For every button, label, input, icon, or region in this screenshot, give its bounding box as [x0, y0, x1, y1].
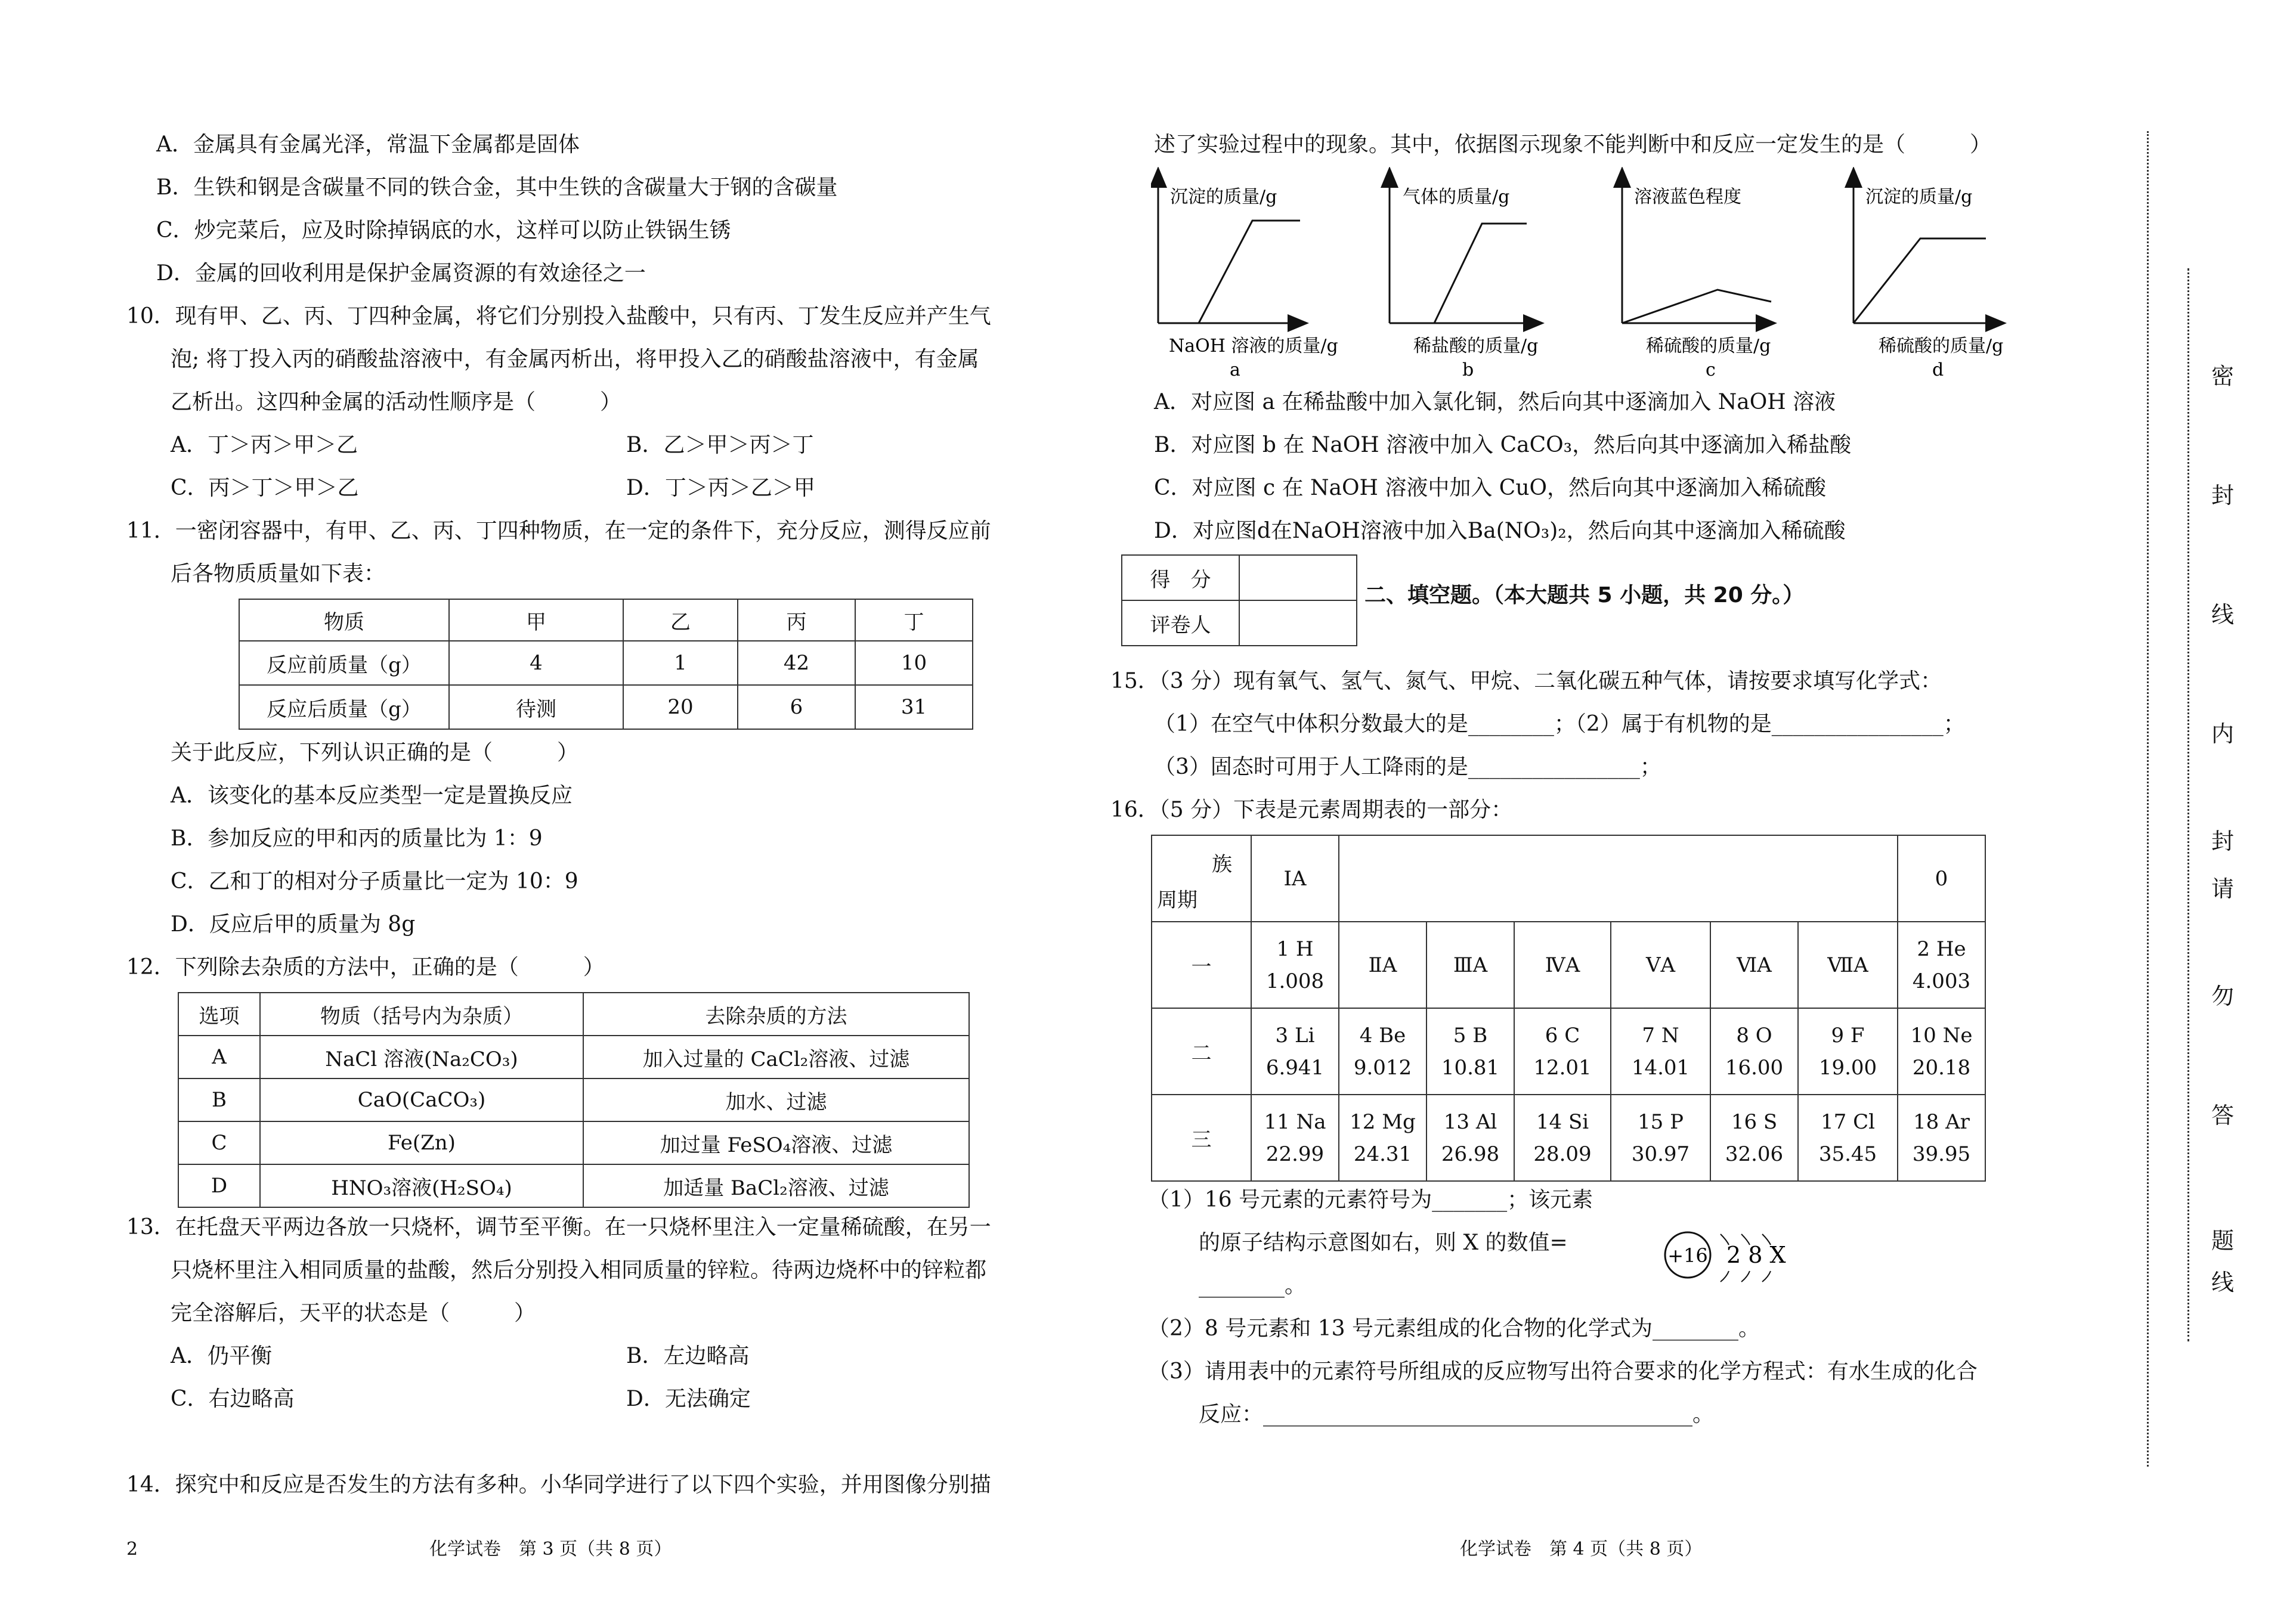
section-title: 二、填空题。（本大题共 5 小题，共 20 分。）	[1364, 583, 1805, 608]
element-mass: 6.941	[1265, 1055, 1325, 1080]
table-cell: 加适量 BaCl₂溶液、过滤	[583, 1164, 969, 1207]
seal-char: 线	[2211, 1269, 2235, 1296]
element-mass: 20.18	[1912, 1055, 1971, 1080]
element-symbol: 5 B	[1453, 1023, 1488, 1047]
q15-stem: 15．（3 分）现有氧气、氢气、氮气、甲烷、二氧化碳五种气体，请按要求填写化学式：	[1110, 669, 1942, 693]
q10-option-c: C．丙＞丁＞甲＞乙	[171, 476, 359, 500]
graph-b	[1390, 175, 1538, 380]
element-cell	[1710, 1095, 1798, 1181]
element-symbol: 8 O	[1736, 1023, 1772, 1047]
seal-char: 封	[2211, 482, 2235, 509]
element-cell	[1710, 1008, 1798, 1095]
table-header: 丙	[738, 599, 855, 641]
q13-option-d: D．无法确定	[626, 1387, 751, 1411]
corner-cell	[1152, 835, 1251, 922]
group-header: IA	[1251, 835, 1339, 922]
element-symbol: 15 P	[1638, 1109, 1684, 1134]
table-cell: 反应前质量（g）	[239, 641, 449, 685]
element-mass: 12.01	[1533, 1055, 1592, 1080]
group-header-empty	[1339, 835, 1898, 922]
group-header: ⅦA	[1798, 922, 1898, 1008]
seal-char: 内	[2211, 721, 2235, 747]
q13-stem-2: 只烧杯里注入相同质量的盐酸，然后分别投入相同质量的锌粒。待两边烧杯中的锌粒都	[171, 1258, 987, 1282]
atom-structure-diagram	[1658, 1216, 1807, 1294]
seal-char: 请	[2211, 876, 2235, 902]
period-label: 三	[1152, 1095, 1251, 1181]
graph-a-tag: a	[1230, 359, 1240, 380]
q16-sub1-line1: （1）16 号元素的元素符号为_______；该元素	[1148, 1188, 1593, 1212]
element-mass: 35.45	[1818, 1142, 1877, 1166]
q14-option-c: C．对应图 c 在 NaOH 溶液中加入 CuO，然后向其中逐滴加入稀硫酸	[1154, 476, 1827, 500]
table-cell: 6	[738, 685, 855, 729]
element-mass: 22.99	[1265, 1142, 1325, 1166]
q14-option-b: B．对应图 b 在 NaOH 溶液中加入 CaCO₃，然后向其中逐滴加入稀盐酸	[1154, 433, 1852, 457]
q15-line-1: （1）在空气中体积分数最大的是________；（2）属于有机物的是________________；	[1154, 712, 1965, 736]
graph-a-xlabel: NaOH 溶液的质量/g	[1169, 336, 1338, 357]
graph-c-tag: c	[1706, 359, 1716, 380]
seal-char: 线	[2211, 602, 2235, 628]
q13-option-b: B．左边略高	[626, 1344, 750, 1368]
element-symbol: 1 H	[1276, 937, 1314, 961]
periodic-table	[1151, 835, 1986, 1182]
seal-char: 勿	[2211, 983, 2235, 1009]
element-cell	[1611, 1095, 1710, 1181]
group-header: ⅤA	[1611, 922, 1710, 1008]
element-cell	[1798, 1008, 1898, 1095]
graph-d-tag: d	[1932, 359, 1944, 380]
footer-right: 化学试卷 第 4 页（共 8 页）	[1460, 1539, 1703, 1560]
q9-option-d: D．金属的回收利用是保护金属资源的有效途径之一	[156, 261, 646, 286]
q11-mass-table	[239, 599, 973, 730]
element-cell	[1898, 1095, 1985, 1181]
table-cell: 加过量 FeSO₄溶液、过滤	[583, 1121, 969, 1164]
q14-option-a: A．对应图 a 在稀盐酸中加入氯化铜，然后向其中逐滴加入 NaOH 溶液	[1154, 390, 1836, 414]
nucleus-charge: +16	[1667, 1244, 1708, 1267]
table-cell: 1	[623, 641, 738, 685]
q14-option-d: D．对应图d在NaOH溶液中加入Ba(NO₃)₂，然后向其中逐滴加入稀硫酸	[1154, 519, 1846, 543]
q9-option-c: C．炒完菜后，应及时除掉锅底的水，这样可以防止铁锅生锈	[156, 218, 731, 243]
element-mass: 16.00	[1725, 1055, 1784, 1080]
element-cell	[1798, 1095, 1898, 1181]
seal-char: 答	[2211, 1102, 2235, 1129]
graph-c-xlabel: 稀硫酸的质量/g	[1646, 336, 1771, 357]
period-label: 二	[1152, 1008, 1251, 1095]
element-mass: 14.01	[1631, 1055, 1690, 1080]
electron-shells: 2 8 X	[1726, 1242, 1786, 1268]
table-cell: 4	[449, 641, 623, 685]
q14-stem-1: 14．探究中和反应是否发生的方法有多种。小华同学进行了以下四个实验，并用图像分别描	[126, 1473, 991, 1497]
q11-option-b: B．参加反应的甲和丙的质量比为 1：9	[171, 826, 543, 851]
page-number: 2	[126, 1539, 138, 1560]
graph-b-xlabel: 稀盐酸的质量/g	[1413, 336, 1539, 357]
q16-sub2: （2）8 号元素和 13 号元素组成的化合物的化学式为________。	[1148, 1316, 1760, 1341]
table-cell: D	[178, 1164, 260, 1207]
element-mass: 9.012	[1353, 1055, 1412, 1080]
table-cell: 42	[738, 641, 855, 685]
element-cell	[1514, 1095, 1611, 1181]
group-header: ⅢA	[1427, 922, 1514, 1008]
group-header: ⅥA	[1710, 922, 1798, 1008]
element-cell	[1251, 922, 1339, 1008]
corner-period-label: 周期	[1157, 888, 1197, 912]
q14-graphs	[1151, 167, 2034, 388]
q12-impurity-table	[178, 992, 970, 1208]
table-cell: Fe(Zn)	[260, 1121, 583, 1164]
element-symbol: 11 Na	[1264, 1109, 1326, 1134]
element-symbol: 6 C	[1545, 1023, 1580, 1047]
table-header: 选项	[178, 993, 260, 1036]
graph-a	[1158, 175, 1338, 380]
table-cell: 31	[855, 685, 973, 729]
graph-b-tag: b	[1462, 359, 1474, 380]
element-symbol: 2 He	[1917, 937, 1966, 961]
q11-option-a: A．该变化的基本反应类型一定是置换反应	[171, 783, 573, 808]
element-mass: 24.31	[1353, 1142, 1412, 1166]
seal-dotted-line-inner	[2187, 268, 2189, 1341]
q10-stem-3: 乙析出。这四种金属的活动性顺序是（ ）	[171, 390, 622, 414]
element-mass: 4.003	[1912, 969, 1971, 993]
q9-option-b: B．生铁和钢是含碳量不同的铁合金，其中生铁的含碳量大于钢的含碳量	[156, 175, 838, 200]
element-cell	[1427, 1008, 1514, 1095]
element-cell	[1898, 1008, 1985, 1095]
element-cell	[1251, 1095, 1339, 1181]
q11-option-d: D．反应后甲的质量为 8g	[171, 912, 416, 937]
table-cell: 待测	[449, 685, 623, 729]
q11-option-c: C．乙和丁的相对分子质量比一定为 10：9	[171, 869, 578, 894]
element-mass: 28.09	[1533, 1142, 1592, 1166]
corner-group-label: 族	[1212, 853, 1232, 876]
seal-dotted-line	[2147, 131, 2149, 1467]
element-symbol: 16 S	[1731, 1109, 1778, 1134]
q10-option-d: D．丁＞丙＞乙＞甲	[626, 476, 815, 500]
graph-c	[1622, 175, 1771, 380]
grader-label: 评卷人	[1122, 600, 1239, 646]
table-cell: 加水、过滤	[583, 1078, 969, 1121]
q16-sub1-line2: 的原子结构示意图如右，则 X 的数值=	[1199, 1231, 1568, 1255]
table-cell: C	[178, 1121, 260, 1164]
element-mass: 19.00	[1818, 1055, 1877, 1080]
graph-a-ylabel: 沉淀的质量/g	[1170, 187, 1277, 207]
q10-stem-2: 泡; 将丁投入丙的硝酸盐溶液中，有金属丙析出，将甲投入乙的硝酸盐溶液中，有金属	[171, 347, 979, 371]
table-cell: 反应后质量（g）	[239, 685, 449, 729]
q10-option-a: A．丁＞丙＞甲＞乙	[171, 433, 358, 457]
table-header: 甲	[449, 599, 623, 641]
score-value	[1239, 555, 1357, 600]
seal-char: 题	[2211, 1228, 2235, 1254]
graph-c-ylabel: 溶液蓝色程度	[1634, 187, 1741, 207]
table-cell: 加入过量的 CaCl₂溶液、过滤	[583, 1036, 969, 1078]
table-header: 乙	[623, 599, 738, 641]
grader-value	[1239, 600, 1357, 646]
table-cell: CaO(CaCO₃)	[260, 1078, 583, 1121]
score-label: 得 分	[1122, 555, 1239, 600]
element-symbol: 12 Mg	[1350, 1109, 1416, 1134]
graph-d	[1853, 175, 2003, 380]
group-header: ⅡA	[1339, 922, 1427, 1008]
q9-option-a: A．金属具有金属光泽，常温下金属都是固体	[156, 132, 580, 157]
period-label: 一	[1152, 922, 1251, 1008]
table-cell: 10	[855, 641, 973, 685]
graph-d-xlabel: 稀硫酸的质量/g	[1879, 336, 2004, 357]
group-header: 0	[1898, 835, 1985, 922]
table-header: 物质（括号内为杂质）	[260, 993, 583, 1036]
q11-stem-3: 关于此反应，下列认识正确的是（ ）	[171, 740, 579, 765]
element-symbol: 17 Cl	[1821, 1109, 1875, 1134]
q12-stem: 12．下列除去杂质的方法中，正确的是（ ）	[126, 955, 605, 980]
element-cell	[1427, 1095, 1514, 1181]
q13-stem-3: 完全溶解后，天平的状态是（ ）	[171, 1301, 536, 1325]
element-cell	[1251, 1008, 1339, 1095]
table-cell: 20	[623, 685, 738, 729]
element-mass: 10.81	[1441, 1055, 1500, 1080]
table-cell: NaCl 溶液(Na₂CO₃)	[260, 1036, 583, 1078]
table-header: 物质	[239, 599, 449, 641]
element-mass: 1.008	[1265, 969, 1325, 993]
q16-stem: 16．（5 分）下表是元素周期表的一部分：	[1110, 798, 1513, 822]
table-cell: B	[178, 1078, 260, 1121]
q11-stem-2: 后各物质质量如下表：	[171, 562, 386, 586]
element-symbol: 3 Li	[1275, 1023, 1315, 1047]
element-symbol: 13 Al	[1443, 1109, 1497, 1134]
q16-sub1-line3: ________。	[1199, 1273, 1307, 1298]
element-mass: 26.98	[1441, 1142, 1500, 1166]
element-cell	[1898, 922, 1985, 1008]
q13-option-a: A．仍平衡	[171, 1344, 272, 1368]
q10-stem-1: 10．现有甲、乙、丙、丁四种金属，将它们分别投入盐酸中，只有丙、丁发生反应并产生气	[126, 304, 991, 328]
graph-d-ylabel: 沉淀的质量/g	[1865, 187, 1973, 207]
table-cell: A	[178, 1036, 260, 1078]
graph-b-ylabel: 气体的质量/g	[1403, 187, 1510, 207]
element-mass: 39.95	[1912, 1142, 1971, 1166]
element-symbol: 10 Ne	[1910, 1023, 1973, 1047]
q11-stem-1: 11．一密闭容器中，有甲、乙、丙、丁四种物质，在一定的条件下，充分反应，测得反应前	[126, 519, 991, 543]
table-header: 丁	[855, 599, 973, 641]
element-symbol: 4 Be	[1359, 1023, 1406, 1047]
q15-line-2: （3）固态时可用于人工降雨的是________________；	[1154, 755, 1661, 779]
q16-sub3-line1: （3）请用表中的元素符号所组成的反应物写出符合要求的化学方程式：有水生成的化合	[1148, 1359, 1978, 1384]
element-cell	[1611, 1008, 1710, 1095]
q14-stem-2: 述了实验过程中的现象。其中，依据图示现象不能判断中和反应一定发生的是（ ）	[1154, 132, 1992, 157]
score-box	[1121, 554, 1357, 646]
element-symbol: 9 F	[1831, 1023, 1865, 1047]
element-symbol: 7 N	[1642, 1023, 1679, 1047]
seal-char: 封	[2211, 828, 2235, 854]
element-symbol: 18 Ar	[1913, 1109, 1970, 1134]
q13-option-c: C．右边略高	[171, 1387, 295, 1411]
table-cell: HNO₃溶液(H₂SO₄)	[260, 1164, 583, 1207]
footer-left: 化学试卷 第 3 页（共 8 页）	[429, 1539, 672, 1560]
group-header: ⅣA	[1514, 922, 1611, 1008]
element-cell	[1339, 1008, 1427, 1095]
element-mass: 30.97	[1631, 1142, 1690, 1166]
seal-char: 密	[2211, 363, 2235, 389]
q16-sub3-line2: 反应：________________________________________。	[1199, 1402, 1715, 1427]
element-cell	[1339, 1095, 1427, 1181]
table-header: 去除杂质的方法	[583, 993, 969, 1036]
q13-stem-1: 13．在托盘天平两边各放一只烧杯，调节至平衡。在一只烧杯里注入一定量稀硫酸，在另一	[126, 1215, 991, 1239]
q10-option-b: B．乙＞甲＞丙＞丁	[626, 433, 814, 457]
element-cell	[1514, 1008, 1611, 1095]
element-symbol: 14 Si	[1536, 1109, 1589, 1134]
element-mass: 32.06	[1725, 1142, 1784, 1166]
